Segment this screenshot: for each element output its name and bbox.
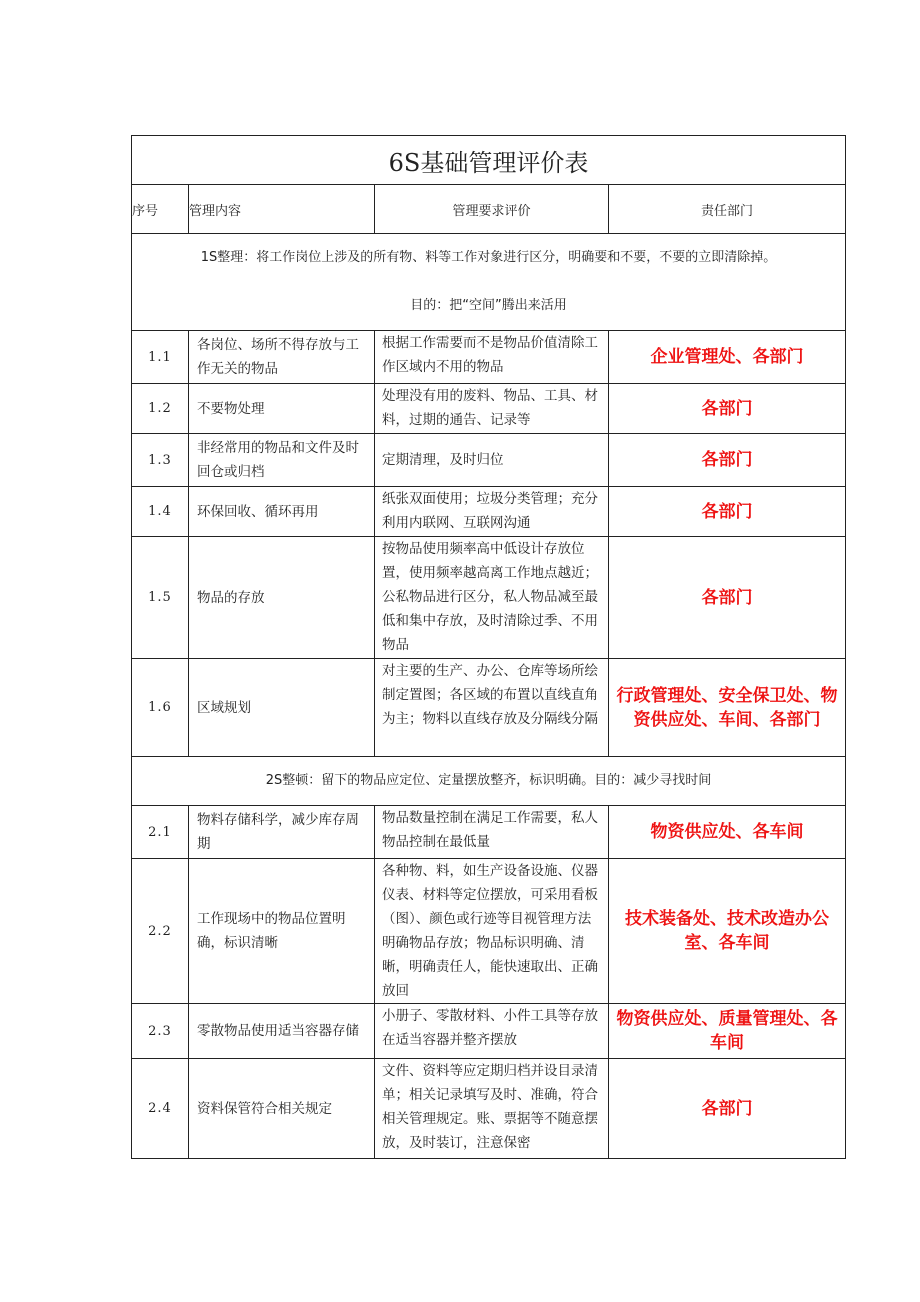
section-1-definition: 1S整理：将工作岗位上涉及的所有物、料等工作对象进行区分，明确要和不要，不要的立即清除掉。 <box>200 250 777 265</box>
row-content: 不要物处理 <box>189 384 375 434</box>
row-number: 1.3 <box>132 434 189 487</box>
row-requirement: 文件、资料等应定期归档并设目录清单；相关记录填写及时、准确，符合相关管理规定。账、票据等不随意摆放，及时装订，注意保密 <box>375 1059 609 1159</box>
header-row <box>132 185 846 234</box>
row-requirement: 物品数量控制在满足工作需要，私人物品控制在最低量 <box>375 806 609 859</box>
row-requirement: 按物品使用频率高中低设计存放位置，使用频率越高离工作地点越近；公私物品进行区分，私人物品减至最低和集中存放，及时清除过季、不用物品 <box>375 537 609 659</box>
row-number: 1.2 <box>132 384 189 434</box>
header-content: 管理内容 <box>189 185 375 234</box>
row-department: 物资供应处、各车间 <box>609 806 846 859</box>
header-department: 责任部门 <box>609 185 846 234</box>
evaluation-table <box>131 135 846 1159</box>
row-requirement: 小册子、零散材料、小件工具等存放在适当容器并整齐摆放 <box>375 1004 609 1059</box>
row-content: 资料保管符合相关规定 <box>189 1059 375 1159</box>
row-department: 各部门 <box>609 487 846 537</box>
section-2-definition: 2S整顿：留下的物品应定位、定量摆放整齐，标识明确。目的：减少寻找时间 <box>265 773 712 788</box>
row-content: 各岗位、场所不得存放与工作无关的物品 <box>189 331 375 384</box>
row-number: 1.6 <box>132 659 189 757</box>
row-department: 企业管理处、各部门 <box>609 331 846 384</box>
table-title: 6S基础管理评价表 <box>132 136 846 185</box>
row-content: 区域规划 <box>189 659 375 757</box>
row-content: 零散物品使用适当容器存储 <box>189 1004 375 1059</box>
row-number: 1.1 <box>132 331 189 384</box>
title-row <box>132 136 846 185</box>
row-content: 物料存储科学，减少库存周期 <box>189 806 375 859</box>
row-content: 非经常用的物品和文件及时回仓或归档 <box>189 434 375 487</box>
section-1-purpose: 目的：把“空间”腾出来活用 <box>410 298 567 313</box>
row-department: 各部门 <box>609 1059 846 1159</box>
table-row <box>132 1059 846 1159</box>
row-department: 技术装备处、技术改造办公室、各车间 <box>609 859 846 1004</box>
row-requirement: 定期清理，及时归位 <box>375 434 609 487</box>
row-department: 各部门 <box>609 384 846 434</box>
row-requirement: 各种物、料，如生产设备设施、仪器仪表、材料等定位摆放，可采用看板（图）、颜色或行迹等目视管理方法明确物品存放；物品标识明确、清晰，明确责任人，能快速取出、正确放回 <box>375 859 609 1004</box>
row-requirement: 根据工作需要而不是物品价值清除工作区域内不用的物品 <box>375 331 609 384</box>
table-row <box>132 1004 846 1059</box>
table-row <box>132 859 846 1004</box>
row-content: 物品的存放 <box>189 537 375 659</box>
section-1-header <box>132 234 846 331</box>
row-department: 各部门 <box>609 537 846 659</box>
row-content: 环保回收、循环再用 <box>189 487 375 537</box>
table-row <box>132 487 846 537</box>
row-number: 2.2 <box>132 859 189 1004</box>
row-requirement: 对主要的生产、办公、仓库等场所绘制定置图；各区域的布置以直线直角为主；物料以直线存放及分隔线分隔 <box>375 659 609 757</box>
table-row <box>132 331 846 384</box>
row-requirement: 纸张双面使用；垃圾分类管理；充分利用内联网、互联网沟通 <box>375 487 609 537</box>
table-row <box>132 659 846 757</box>
row-department: 物资供应处、质量管理处、各车间 <box>609 1004 846 1059</box>
table-row <box>132 806 846 859</box>
row-number: 2.4 <box>132 1059 189 1159</box>
table-row <box>132 434 846 487</box>
row-department: 行政管理处、安全保卫处、物资供应处、车间、各部门 <box>609 659 846 757</box>
header-seq: 序号 <box>132 185 189 234</box>
row-requirement: 处理没有用的废料、物品、工具、材料，过期的通告、记录等 <box>375 384 609 434</box>
section-2-header <box>132 757 846 806</box>
row-number: 1.5 <box>132 537 189 659</box>
row-number: 2.1 <box>132 806 189 859</box>
row-department: 各部门 <box>609 434 846 487</box>
row-number: 2.3 <box>132 1004 189 1059</box>
header-requirement: 管理要求评价 <box>375 185 609 234</box>
row-number: 1.4 <box>132 487 189 537</box>
row-content: 工作现场中的物品位置明确，标识清晰 <box>189 859 375 1004</box>
table-row <box>132 384 846 434</box>
table-row <box>132 537 846 659</box>
